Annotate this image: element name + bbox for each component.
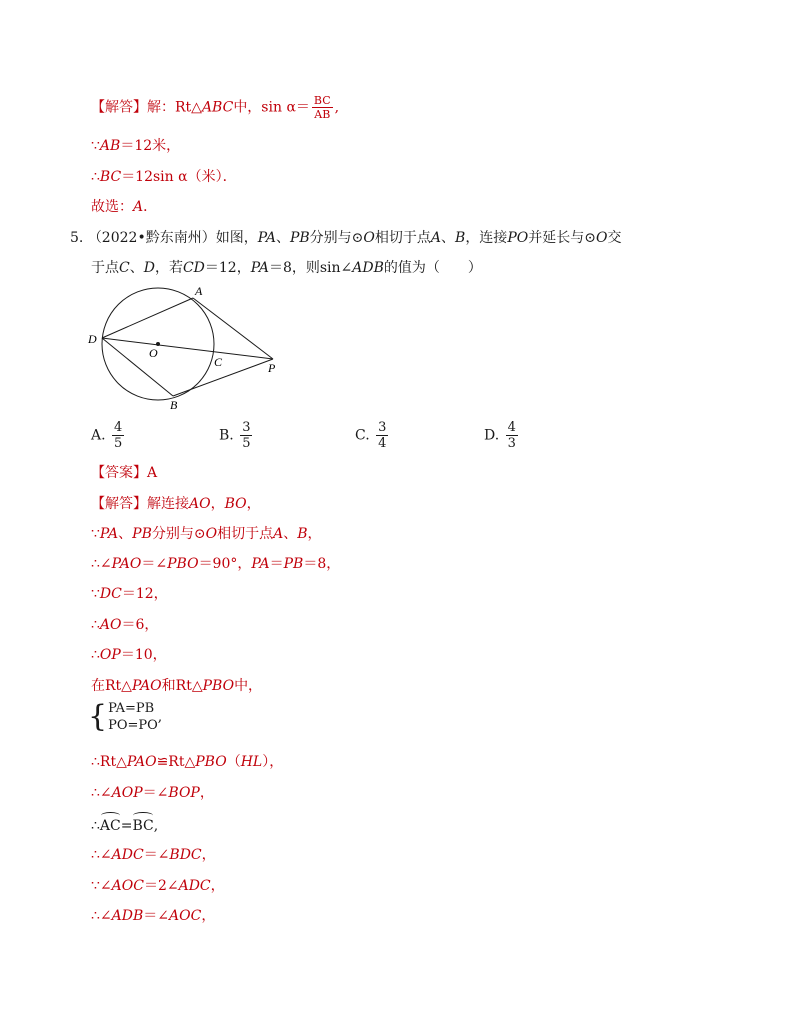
line-db [102,338,173,396]
fraction-bc-over-ab: $\frac{BC}{AB}$ [313,94,331,121]
label-a: A [195,284,203,298]
solution-line-3: ∴∠PAO＝∠PBO＝90°，PA＝PB＝8， [91,556,341,572]
label-b: B [170,398,178,412]
question-5-line-2: 于点C、D，若CD＝12，PA＝8，则sin∠ADB的值为（ ） [91,260,482,276]
line-bp [173,359,273,396]
label-o: O [149,346,158,360]
solution-line-13: ∵∠AOC＝2∠ADC， [91,878,225,894]
solution-line-14: ∴∠ADB＝∠AOC， [91,908,216,924]
solution-line-10: ∴∠AOP＝∠BOP， [91,785,214,801]
solution-line-11: ∴AC=BC, [91,812,158,836]
solution-line-2: ∵PA、PB分别与⊙O相切于点A、B， [91,526,322,542]
option-a[interactable]: A. $\frac{4}{5}$ [91,420,123,451]
answer-line [91,463,157,483]
option-b[interactable]: B. $\frac{3}{5}$ [219,420,251,451]
prev-solution-line-2: ∵AB＝12米， [91,138,181,154]
line-ap [193,298,273,359]
label-c: C [214,355,223,369]
line-dp [102,338,273,359]
equation-system: { PA=PB PO=PO , [88,699,163,734]
question-number: 5. [70,230,84,246]
solution-line-1: 【解答】解连接AO，BO， [91,496,261,512]
arc-bc: BC [132,812,153,836]
answer-tag: 【答案】 [91,465,147,481]
line-da [102,298,193,338]
question-5-line-1: 5. （2022•黔东南州）如图，PA、PB分别与⊙O相切于点A、B，连接PO并延长与⊙O交 [70,230,622,246]
solution-line-7: 在Rt△PAO和Rt△PBO中， [91,678,263,694]
solution-line-12: ∴∠ADC＝∠BDC， [91,847,216,863]
solution-tag: 【解答】 [91,99,147,116]
solution-line-4: ∵DC＝12， [91,586,168,602]
option-c[interactable]: C. $\frac{3}{4}$ [355,420,387,451]
arc-ac: AC [100,812,121,836]
solution-line-5: ∴AO＝6， [91,617,159,633]
label-d: D [88,332,97,346]
solution-line-9: ∴Rt△PAO≌Rt△PBO（HL）， [91,754,284,770]
prev-solution-line-4: 故选：A． [91,199,158,215]
option-d[interactable]: D. $\frac{4}{3}$ [484,420,516,451]
label-p: P [268,361,276,375]
solution-line-6: ∴OP＝10， [91,647,167,663]
prev-solution-line-3: ∴BC＝12sin α（米）． [91,169,237,185]
answer-value: A [147,465,158,481]
prev-solution-line-1: 【解答】解：Rt△ABC中，sin α＝ $\frac{BC}{AB}$ , [91,94,340,121]
geometry-figure [80,282,290,414]
